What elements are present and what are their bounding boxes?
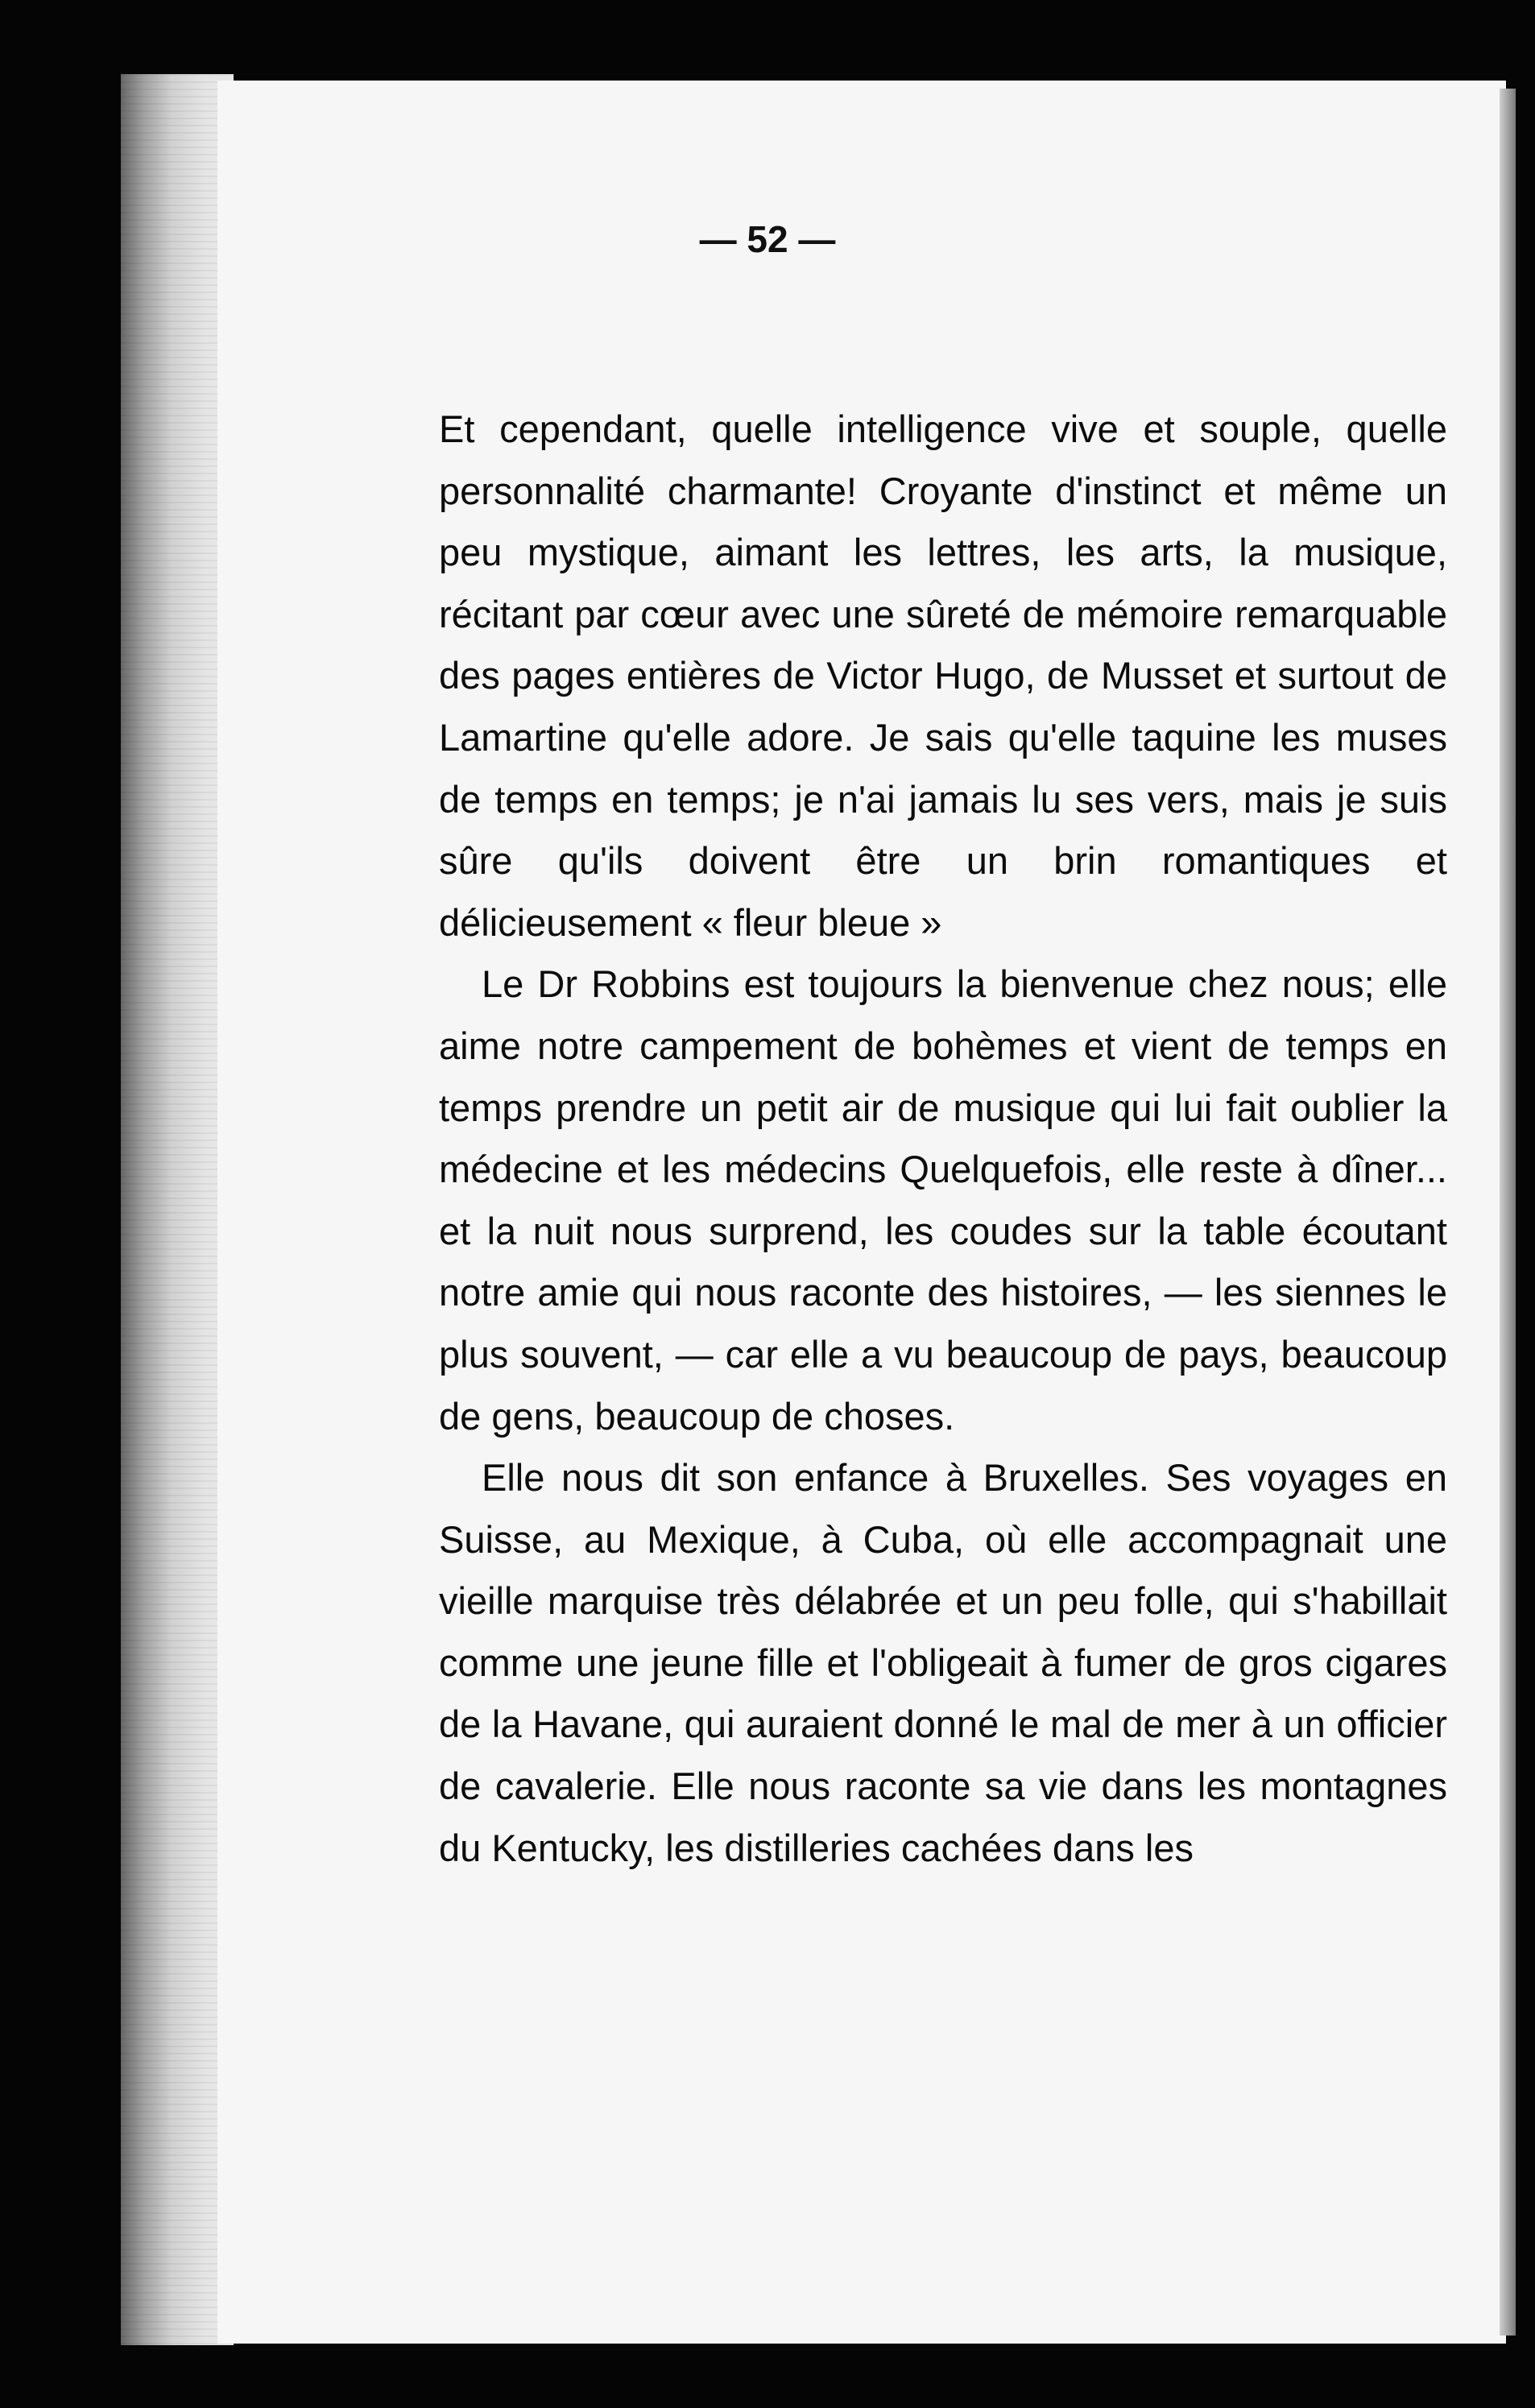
page-number: — 52 — xyxy=(699,218,836,260)
body-text xyxy=(439,399,1447,1879)
paragraph-1: Et cependant, quelle intelligence vive et souple, quelle personnalité charmante! Croyante d'instinct et même un peu mystique, aimant les lettres, les arts, la musique, récitant par cœur avec une sûreté de mémoire remarquable des pages entières de Victor Hugo, de Musset et surtout de Lamartine qu'elle adore. Je sais qu'elle taquine les muses de temps en temps; je n'ai jamais lu ses vers, mais je suis sûre qu'ils doivent être un brin romantiques et délicieusement « fleur bleue » xyxy=(439,408,1447,944)
paragraph-3: Elle nous dit son enfance à Bruxelles. Ses voyages en Suisse, au Mexique, à Cuba, où elle accompagnait une vieille marquise très délabrée et un peu folle, qui s'habillait comme une jeune fille et l'obligeait à fumer de gros cigares de la Havane, qui auraient donné le mal de mer à un officier de cavalerie. Elle nous raconte sa vie dans les montagnes du Kentucky, les distilleries cachées dans les xyxy=(439,1456,1447,1869)
book-spine xyxy=(121,74,234,2345)
paragraph-2: Le Dr Robbins est toujours la bienvenue chez nous; elle aime notre campement de bohèmes et vient de temps en temps prendre un petit air de musique qui lui fait oublier la médecine et les médecins Quelquefois, elle reste à dîner... et la nuit nous surprend, les coudes sur la table écoutant notre amie qui nous raconte des histoires, — les siennes le plus souvent, — car elle a vu beaucoup de pays, beaucoup de gens, beaucoup de choses. xyxy=(439,962,1447,1438)
page-edge xyxy=(1500,89,1516,2336)
